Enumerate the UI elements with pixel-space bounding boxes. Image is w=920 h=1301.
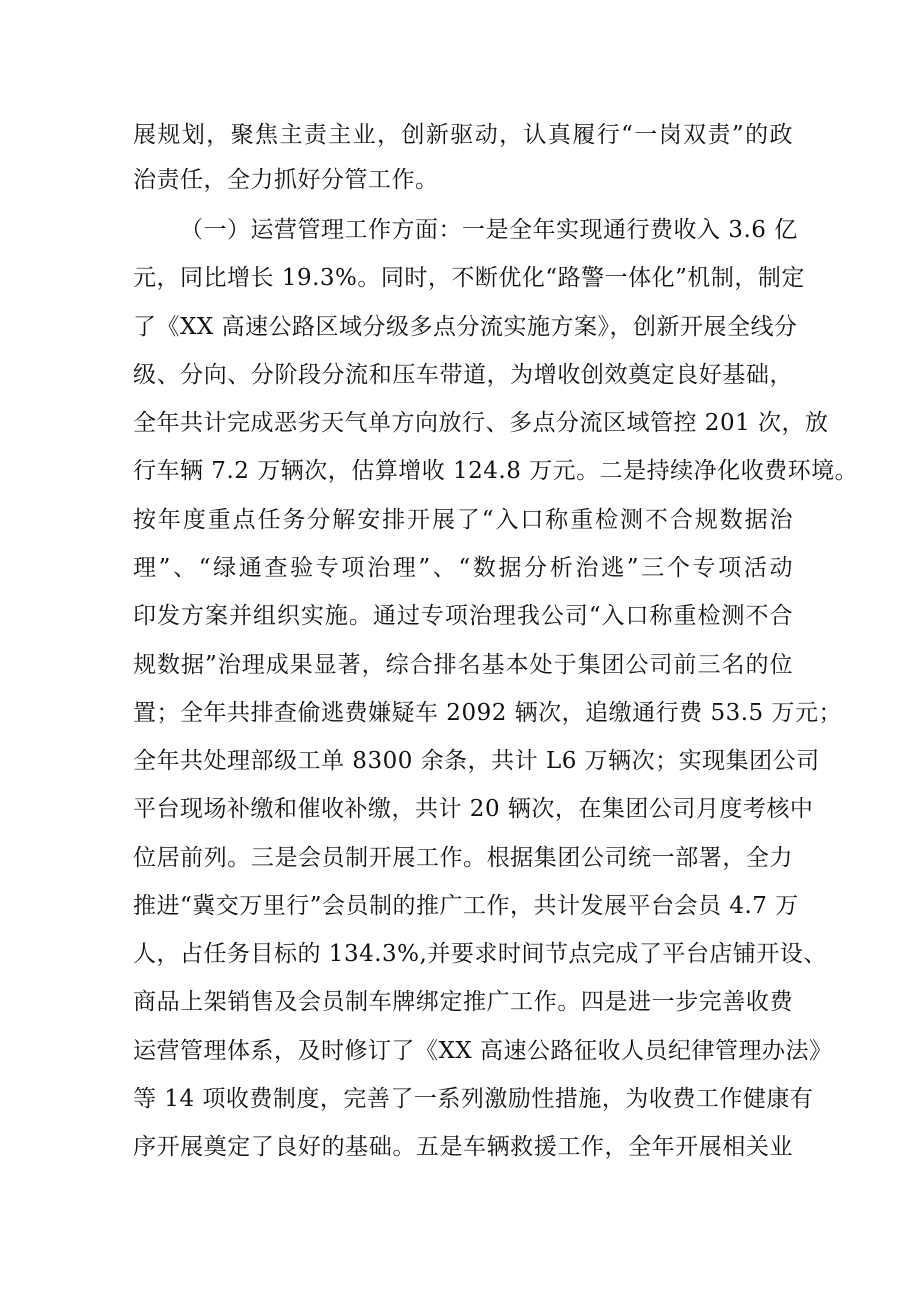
paragraph-line: （一）运营管理工作方面：一是全年实现通行费收入 3.6 亿 [180, 217, 798, 243]
paragraph-line: 商品上架销售及会员制车牌绑定推广工作。四是进一步完善收费 [133, 989, 793, 1015]
paragraph-line: 按年度重点任务分解安排开展了“入口称重检测不合规数据治 [133, 507, 793, 533]
paragraph-line: 位居前列。三是会员制开展工作。根据集团公司统一部署，全力 [133, 845, 793, 871]
paragraph-line: 行车辆 7.2 万辆次，估算增收 124.8 万元。二是持续净化收费环境。 [133, 458, 859, 484]
paragraph-line: 全年共处理部级工单 8300 余条，共计 L6 万辆次；实现集团公司 [133, 748, 820, 774]
paragraph-line: 印发方案并组织实施。通过专项治理我公司“入口称重检测不合 [133, 603, 793, 629]
paragraph-line: 全年共计完成恶劣天气单方向放行、多点分流区域管控 201 次，放 [133, 410, 829, 436]
paragraph-line: 平台现场补缴和催收补缴，共计 20 辆次，在集团公司月度考核中 [133, 796, 814, 822]
paragraph-line: 运营管理体系，及时修订了《XX 高速公路征收人员纪律管理办法》 [133, 1038, 833, 1064]
paragraph-line: 推进“冀交万里行”会员制的推广工作，共计发展平台会员 4.7 万 [133, 893, 799, 919]
paragraph-line: 序开展奠定了良好的基础。五是车辆救援工作，全年开展相关业 [133, 1134, 793, 1160]
paragraph-line: 等 14 项收费制度，完善了一系列激励性措施，为收费工作健康有 [133, 1086, 814, 1112]
paragraph-line: 级、分向、分阶段分流和压车带道，为增收创效奠定良好基础， [133, 362, 793, 388]
paragraph-line: 展规划，聚焦主责主业，创新驱动，认真履行“一岗双责”的政 [133, 122, 793, 148]
paragraph-line: 规数据”治理成果显著，综合排名基本处于集团公司前三名的位 [133, 652, 793, 678]
paragraph-line: 了《XX 高速公路区域分级多点分流实施方案》，创新开展全线分 [133, 314, 798, 340]
paragraph-line: 人，占任务目标的 134.3%,并要求时间节点完成了平台店铺开设、 [133, 941, 827, 967]
paragraph-line: 置；全年共排查偷逃费嫌疑车 2092 辆次，追缴通行费 53.5 万元； [133, 700, 842, 726]
paragraph-line: 元，同比增长 19.3%。同时，不断优化“路警一体化”机制，制定 [133, 265, 805, 291]
paragraph-line: 理”、“绿通查验专项治理”、“数据分析治逃”三个专项活动 [133, 555, 793, 581]
paragraph-line: 治责任，全力抓好分管工作。 [133, 167, 439, 193]
